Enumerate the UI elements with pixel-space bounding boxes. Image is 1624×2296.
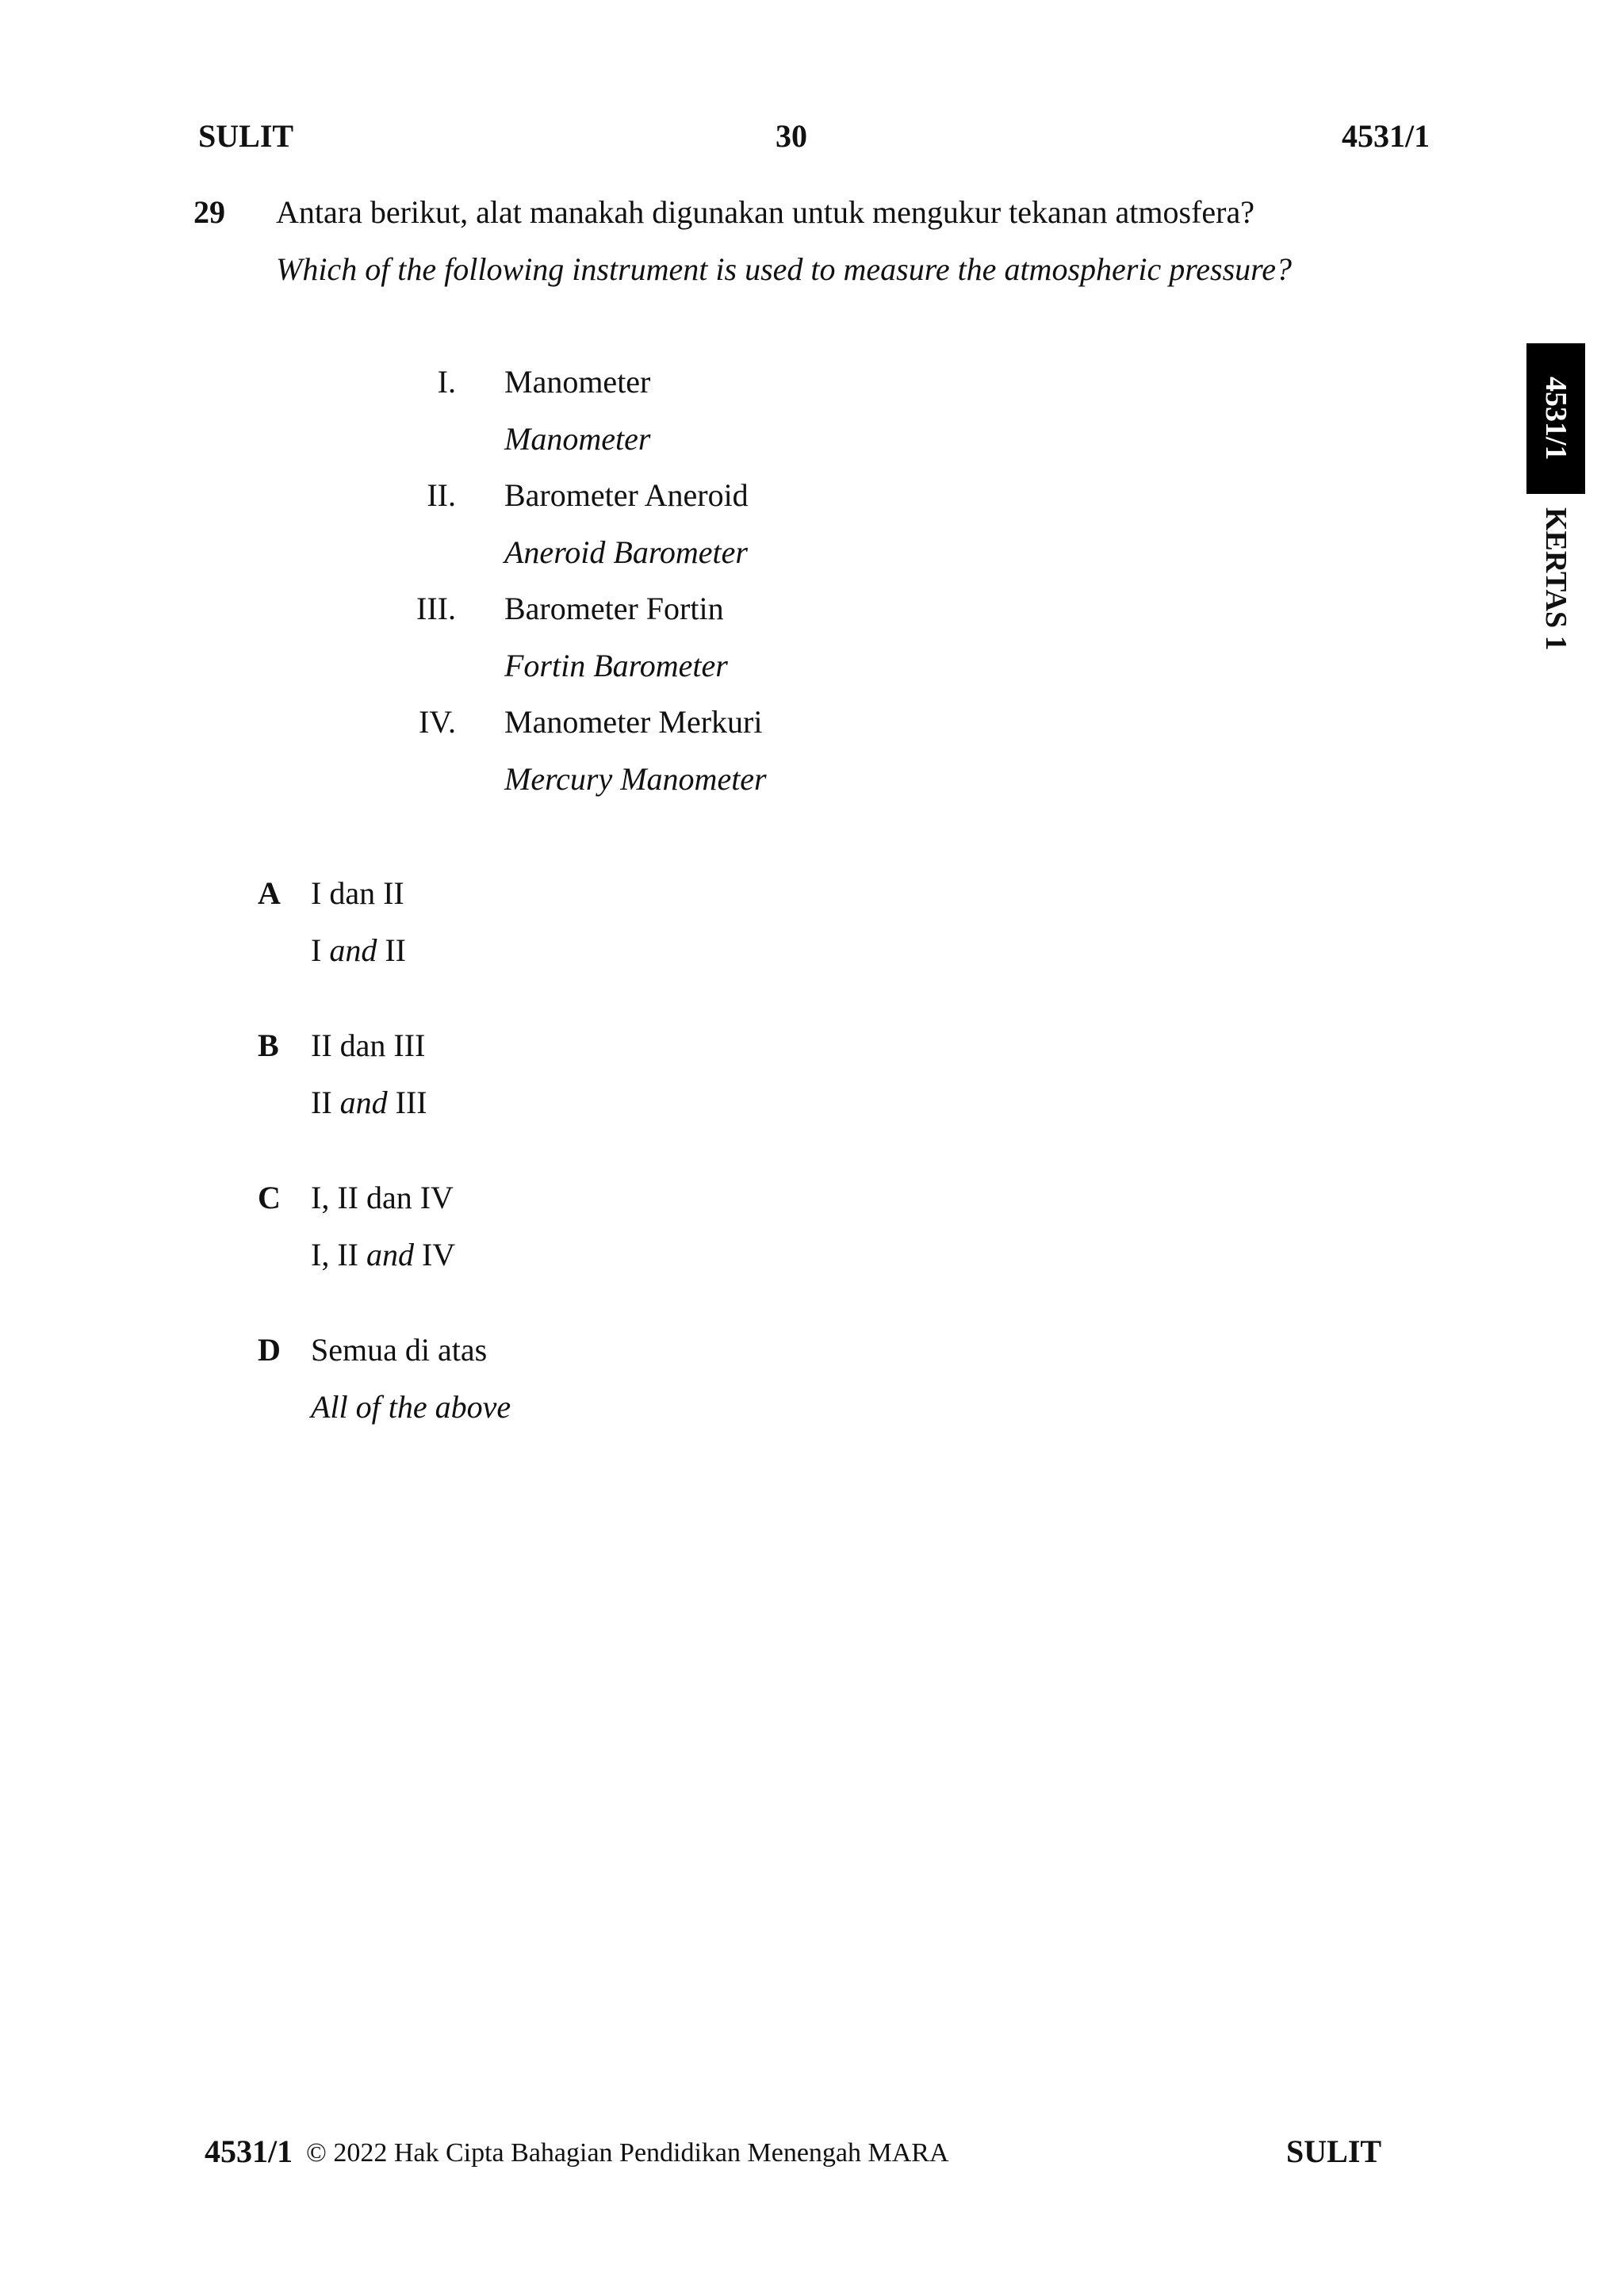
footer-paper-code: 4531/1 — [205, 2133, 293, 2169]
question-text-english: Which of the following instrument is used to measure the atmospheric pressure? — [276, 251, 1292, 287]
option-c-malay: I, II dan IV — [311, 1180, 454, 1215]
statement-numeral: I. — [437, 364, 456, 400]
side-tab-paper: KERTAS 1 — [1539, 507, 1572, 651]
statement-malay: Barometer Fortin — [504, 591, 724, 626]
header-paper-code: 4531/1 — [1342, 118, 1431, 154]
option-a-english: I and II — [311, 932, 406, 968]
statement-malay: Barometer Aneroid — [504, 477, 749, 513]
header-sulit: SULIT — [198, 118, 294, 154]
question-text-malay: Antara berikut, alat manakah digunakan untuk mengukur tekanan atmosfera? — [276, 194, 1254, 230]
option-d-malay: Semua di atas — [311, 1332, 488, 1368]
option-b-malay: II dan III — [311, 1027, 426, 1063]
option-letter-b: B — [258, 1027, 279, 1063]
statement-english: Aneroid Barometer — [504, 534, 748, 570]
page-number: 30 — [776, 118, 807, 154]
question-number: 29 — [193, 194, 225, 230]
option-a-malay: I dan II — [311, 875, 404, 911]
statement-malay: Manometer — [504, 364, 651, 400]
option-b-english: II and III — [311, 1085, 427, 1120]
option-d-english: All of the above — [311, 1389, 511, 1425]
option-c-english: I, II and IV — [311, 1237, 456, 1272]
option-letter-d: D — [258, 1332, 281, 1368]
statement-numeral: II. — [427, 477, 456, 513]
footer-copyright: © 2022 Hak Cipta Bahagian Pendidikan Menengah MARA — [306, 2138, 949, 2168]
statement-numeral: IV. — [418, 704, 456, 740]
statement-english: Mercury Manometer — [504, 761, 767, 797]
statement-numeral: III. — [416, 591, 456, 626]
option-letter-c: C — [258, 1180, 281, 1215]
statement-english: Fortin Barometer — [504, 648, 728, 683]
side-tab-code: 4531/1 — [1539, 377, 1572, 461]
statement-english: Manometer — [504, 421, 651, 457]
statement-malay: Manometer Merkuri — [504, 704, 763, 740]
option-letter-a: A — [258, 875, 281, 911]
footer-sulit: SULIT — [1286, 2133, 1382, 2169]
